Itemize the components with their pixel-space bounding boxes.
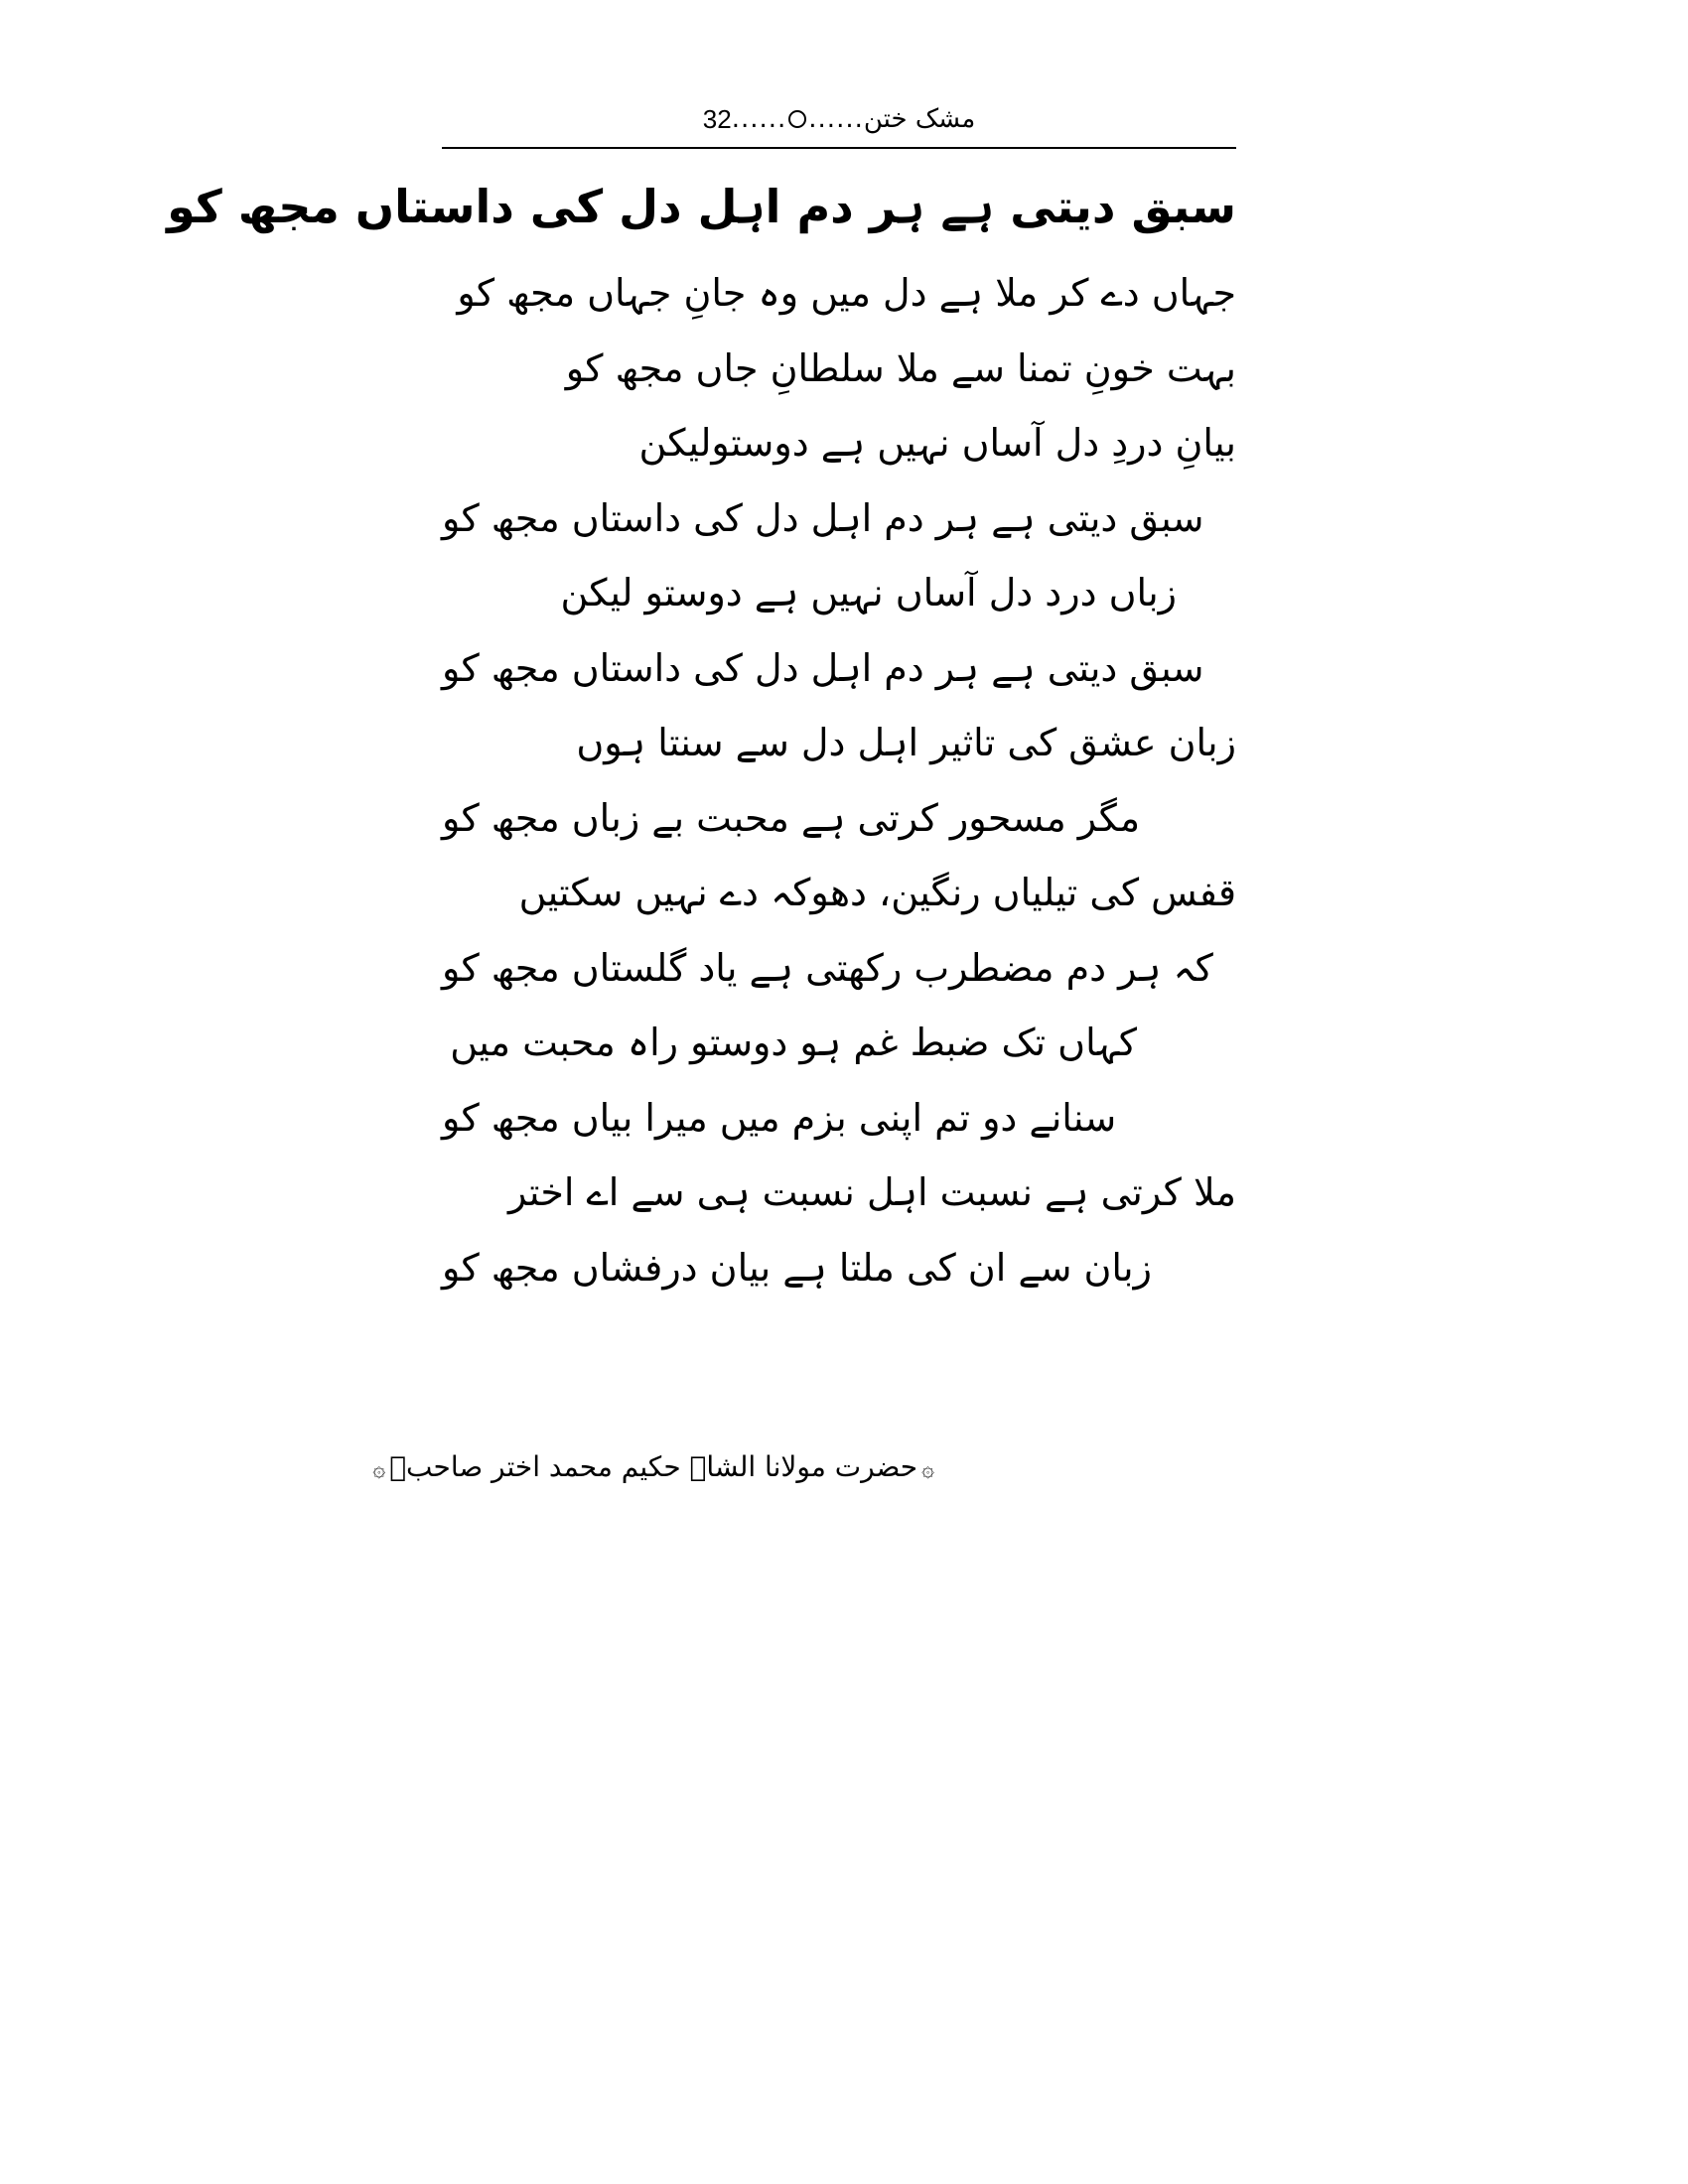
verse-line: بہت خونِ تمنا سے ملا سلطانِ جاں مجھ کو: [565, 345, 1236, 390]
attribution: [372, 1437, 938, 1497]
verse-line: زباں درد دل آساں نہیں ہے دوستو لیکن: [560, 571, 1177, 614]
verse-line: مگر مسحور کرتی ہے محبت بے زباں مجھ کو: [442, 795, 1141, 840]
ornament-right-icon: ۞: [921, 1457, 934, 1482]
poem-body: [442, 256, 1236, 1305]
circle-icon: [788, 110, 806, 128]
header-dots-left: ......: [731, 104, 787, 134]
verse-line: ملا کرتی ہے نسبت اہل نسبت ہی سے اے اختر: [507, 1170, 1236, 1214]
header-rule: [442, 147, 1236, 149]
ornament-left-icon: ۞: [372, 1457, 386, 1482]
page-number: 32: [702, 103, 732, 134]
verse-line: سنانے دو تم اپنی بزم میں میرا بیاں مجھ کو: [442, 1095, 1117, 1140]
verse-line: جہاں دے کر ملا ہے دل میں وہ جانِ جہاں مجھ کو: [457, 271, 1236, 315]
book-title: مشک ختن: [863, 104, 976, 134]
verse-line: سبق دیتی ہے ہر دم اہل دل کی داستاں مجھ کو: [442, 495, 1204, 540]
verse-line: کہاں تک ضبط غم ہو دوستو راہ محبت میں: [450, 1021, 1137, 1064]
verse-line: سبق دیتی ہے ہر دم اہل دل کی داستاں مجھ کو: [442, 645, 1204, 690]
page-header: [442, 97, 1236, 141]
verse-line: قفس کی تیلیاں رنگین، دھوکہ دے نہیں سکتیں: [518, 871, 1236, 914]
verse-line: کہ ہر دم مضطرب رکھتی ہے یاد گلستاں مجھ کو: [442, 945, 1213, 990]
verse-line: بیانِ دردِ دل آساں نہیں ہے دوستولیکن: [638, 421, 1236, 465]
poem-title: سبق دیتی ہے ہر دم اہل دل کی داستاں مجھ کو: [167, 180, 1236, 233]
verse-line: زبان سے ان کی ملتا ہے بیان درفشاں مجھ کو: [442, 1245, 1152, 1290]
verse-line: زبان عشق کی تاثیر اہل دل سے سنتا ہوں: [576, 721, 1236, 764]
header-dots-right: ......: [808, 104, 864, 134]
attribution-text: حضرت مولانا الشاہ حکیم محمد اختر صاحبؒ: [389, 1450, 918, 1483]
